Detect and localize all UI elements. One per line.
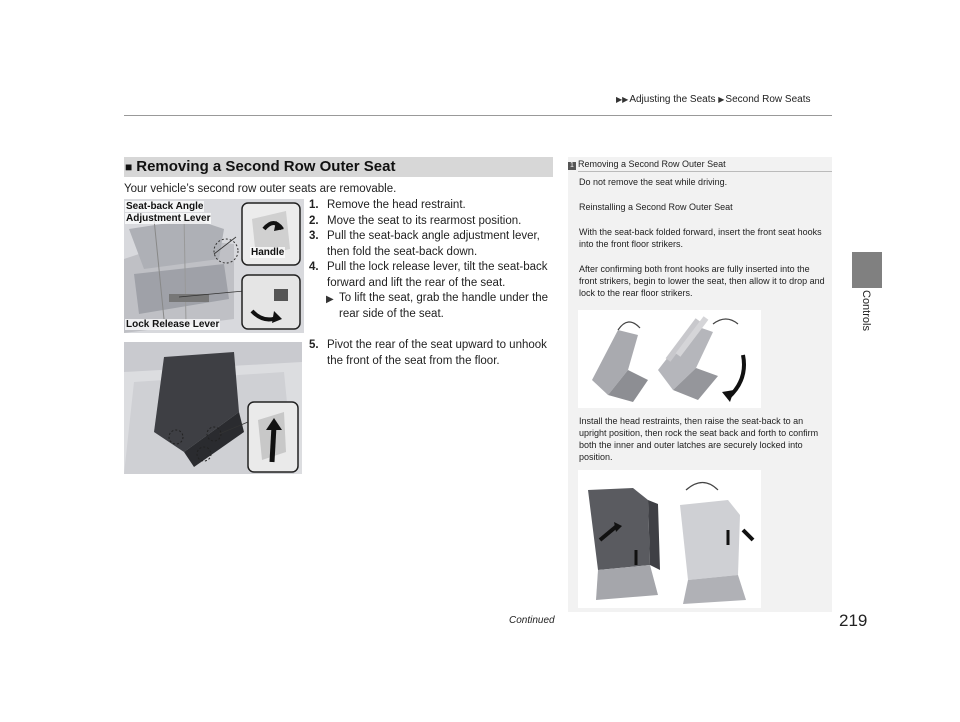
step-number: 2. [309,214,319,227]
note-paragraph-2: Reinstalling a Second Row Outer Seat [579,202,733,212]
substep-text: To lift the seat, grab the handle under the rear side of the seat. [339,292,549,320]
step-text: Remove the head restraint. [327,199,466,211]
seat-pivot-illustration [124,342,302,474]
step-3 [309,229,559,260]
note-paragraph-5: Install the head restraints, then raise the seat-back to an upright position, then rock the seat back and forth to confirm both the inner and outer latches are securely locked into position. [579,416,819,462]
square-bullet-icon: ■ [125,160,133,174]
continued-label: Continued [509,615,555,626]
step-text: Move the seat to its rearmost position. [327,214,522,227]
label-angle-lever-line1: Seat-back Angle [126,201,204,212]
label-handle: Handle [251,247,285,258]
breadcrumb [616,94,810,105]
section-intro: Your vehicle’s second row outer seats are removable. [124,183,397,195]
step-number: 4. [309,261,319,273]
reinstall-seat-illustration [578,310,761,408]
step-text: Pull the lock release lever, tilt the seat-back forward and lift the rear of the seat. [327,261,548,289]
step-2 [309,214,559,230]
note-title [568,157,832,172]
chapter-tab-label: Controls [860,290,872,331]
section-heading-text: Removing a Second Row Outer Seat [136,158,396,175]
step-number: 3. [309,230,319,242]
chapter-tab-label-container [842,284,892,354]
header-rule [124,115,832,116]
arrow-icon: ▶ [326,294,334,305]
step-text: Pull the seat-back angle adjustment lever, then fold the seat-back down. [327,230,540,258]
note-marker-icon: 1 [568,162,576,170]
note-paragraph-3: With the seat-back folded forward, insert the front seat hooks into the front floor strikers. [579,227,822,249]
chapter-tab [852,252,882,288]
label-lock-release-lever: Lock Release Lever [126,319,220,330]
double-triangle-icon: ▶▶ [616,95,629,104]
section-heading [124,157,553,177]
step-4 [309,260,559,291]
reinstall-seat-drawing [578,310,761,408]
step-number: 1. [309,199,319,211]
substep [309,291,559,322]
seat-latch-illustration [578,470,761,608]
note-paragraph-4: After confirming both front hooks are fully inserted into the front strikers, begin to lower the seat, then allow it to drop and lock to the rear floor strikers. [579,264,825,298]
step-1 [309,198,559,214]
page-number: 219 [839,611,868,630]
seat-lever-illustration [124,199,304,333]
seat-pivot-drawing [124,342,302,474]
step-number: 5. [309,339,319,351]
step-5 [309,338,559,369]
breadcrumb-part-1: Adjusting the Seats [629,94,716,105]
step-text: Pivot the rear of the seat upward to unhook the front of the seat from the floor. [327,339,547,367]
steps-list [309,198,559,369]
note-title-rule [578,171,832,172]
breadcrumb-part-2: Second Row Seats [725,94,811,105]
note-title-text: Removing a Second Row Outer Seat [578,159,726,169]
label-angle-lever-line2: Adjustment Lever [126,213,211,224]
seat-latch-drawing [578,470,761,608]
note-paragraph-1: Do not remove the seat while driving. [579,177,728,187]
triangle-icon: ▶ [718,95,725,104]
